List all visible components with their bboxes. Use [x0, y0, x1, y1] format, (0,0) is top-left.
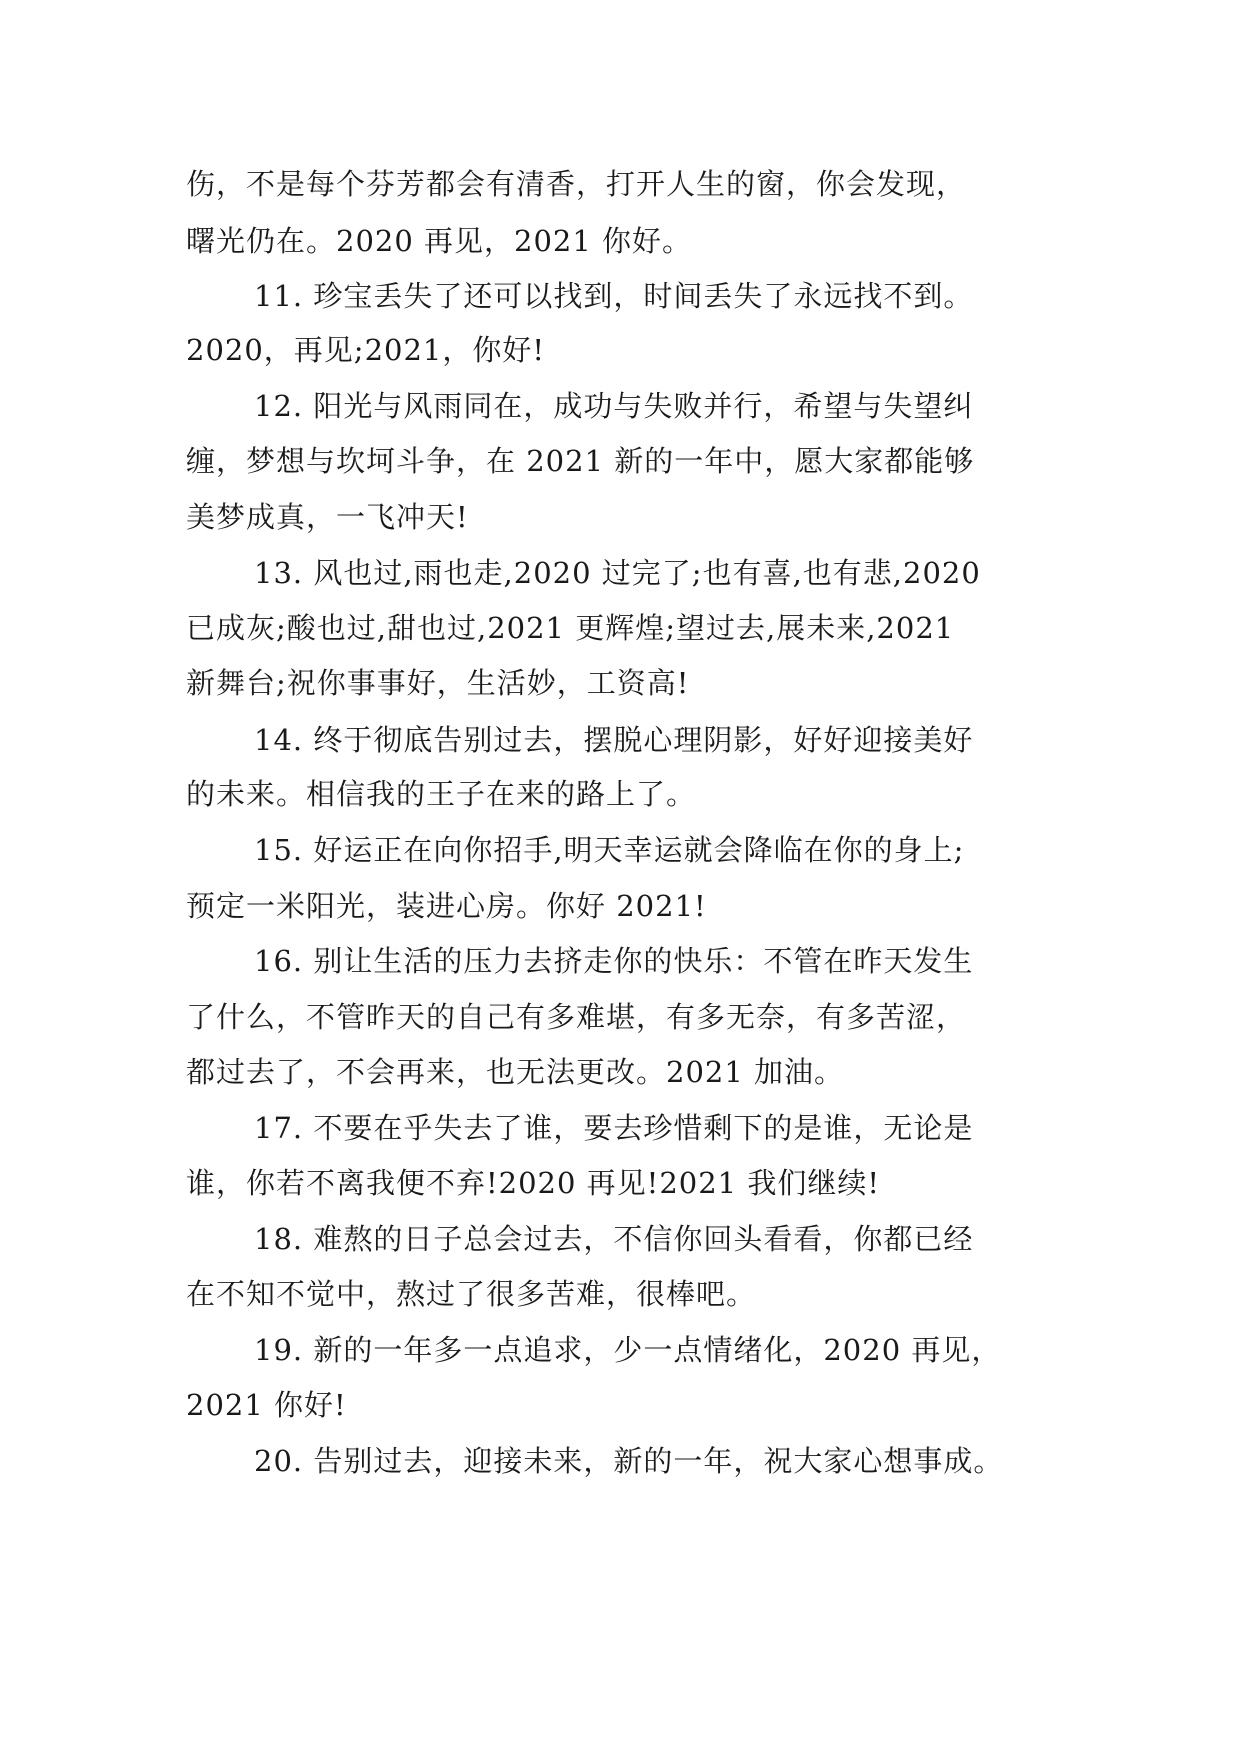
item-text: 告别过去，迎接未来，新的一年，祝大家心想事成。 — [313, 1444, 1004, 1478]
list-item-line: 2020，再见;2021，你好! — [186, 333, 546, 367]
item-text: 不要在乎失去了谁，要去珍惜剩下的是谁，无论是 — [313, 1111, 974, 1145]
item-number: 12. — [254, 389, 304, 423]
item-number: 16. — [254, 944, 304, 978]
list-item-line: 美梦成真，一飞冲天! — [186, 500, 469, 534]
list-item-line: 都过去了，不会再来，也无法更改。2021 加油。 — [186, 1055, 845, 1089]
list-item-line: 新舞台;祝你事事好，生活妙，工资高! — [186, 666, 690, 700]
list-item-line: 预定一米阳光，装进心房。你好 2021! — [186, 889, 707, 923]
item-number: 17. — [254, 1111, 304, 1145]
list-item-first-line — [254, 941, 973, 981]
item-text: 别让生活的压力去挤走你的快乐：不管在昨天发生 — [313, 944, 974, 978]
list-item-line: 的未来。相信我的王子在来的路上了。 — [186, 777, 697, 811]
list-item-first-line — [254, 386, 973, 426]
list-item-first-line — [254, 830, 964, 870]
continuation-line: 伤，不是每个芬芳都会有清香，打开人生的窗，你会发现， — [186, 167, 967, 201]
list-item-first-line — [254, 1330, 1001, 1370]
list-item-first-line — [254, 1108, 973, 1148]
item-number: 15. — [254, 833, 304, 867]
list-item-first-line — [254, 720, 973, 760]
list-item-line: 缠，梦想与坎坷斗争，在 2021 新的一年中，愿大家都能够 — [186, 444, 975, 478]
item-text: 珍宝丢失了还可以找到，时间丢失了永远找不到。 — [313, 279, 974, 313]
item-text: 终于彻底告别过去，摆脱心理阴影，好好迎接美好 — [313, 723, 974, 757]
item-text: 阳光与风雨同在，成功与失败并行，希望与失望纠 — [313, 389, 974, 423]
item-number: 18. — [254, 1222, 304, 1256]
list-item-line: 已成灰;酸也过,甜也过,2021 更辉煌;望过去,展未来,2021 — [186, 611, 955, 645]
list-item-first-line — [254, 1219, 973, 1259]
item-text: 好运正在向你招手,明天幸运就会降临在你的身上; — [313, 833, 965, 867]
item-number: 11. — [254, 279, 304, 313]
list-item-line: 了什么，不管昨天的自己有多难堪，有多无奈，有多苦涩， — [186, 1000, 967, 1034]
list-item-first-line — [254, 1441, 1003, 1481]
list-item-line: 谁，你若不离我便不弃!2020 再见!2021 我们继续! — [186, 1166, 881, 1200]
item-text: 新的一年多一点追求，少一点情绪化，2020 再见， — [313, 1333, 1002, 1367]
list-item-line: 在不知不觉中，熬过了很多苦难，很棒吧。 — [186, 1277, 757, 1311]
list-item-line: 2021 你好! — [186, 1388, 347, 1422]
list-item-first-line — [254, 276, 973, 316]
item-number: 20. — [254, 1444, 304, 1478]
continuation-line: 曙光仍在。2020 再见，2021 你好。 — [186, 224, 693, 258]
list-item-first-line — [254, 553, 981, 593]
item-text: 风也过,雨也走,2020 过完了;也有喜,也有悲,2020 — [313, 556, 981, 590]
item-text: 难熬的日子总会过去，不信你回头看看，你都已经 — [313, 1222, 974, 1256]
item-number: 13. — [254, 556, 304, 590]
item-number: 19. — [254, 1333, 304, 1367]
item-number: 14. — [254, 723, 304, 757]
